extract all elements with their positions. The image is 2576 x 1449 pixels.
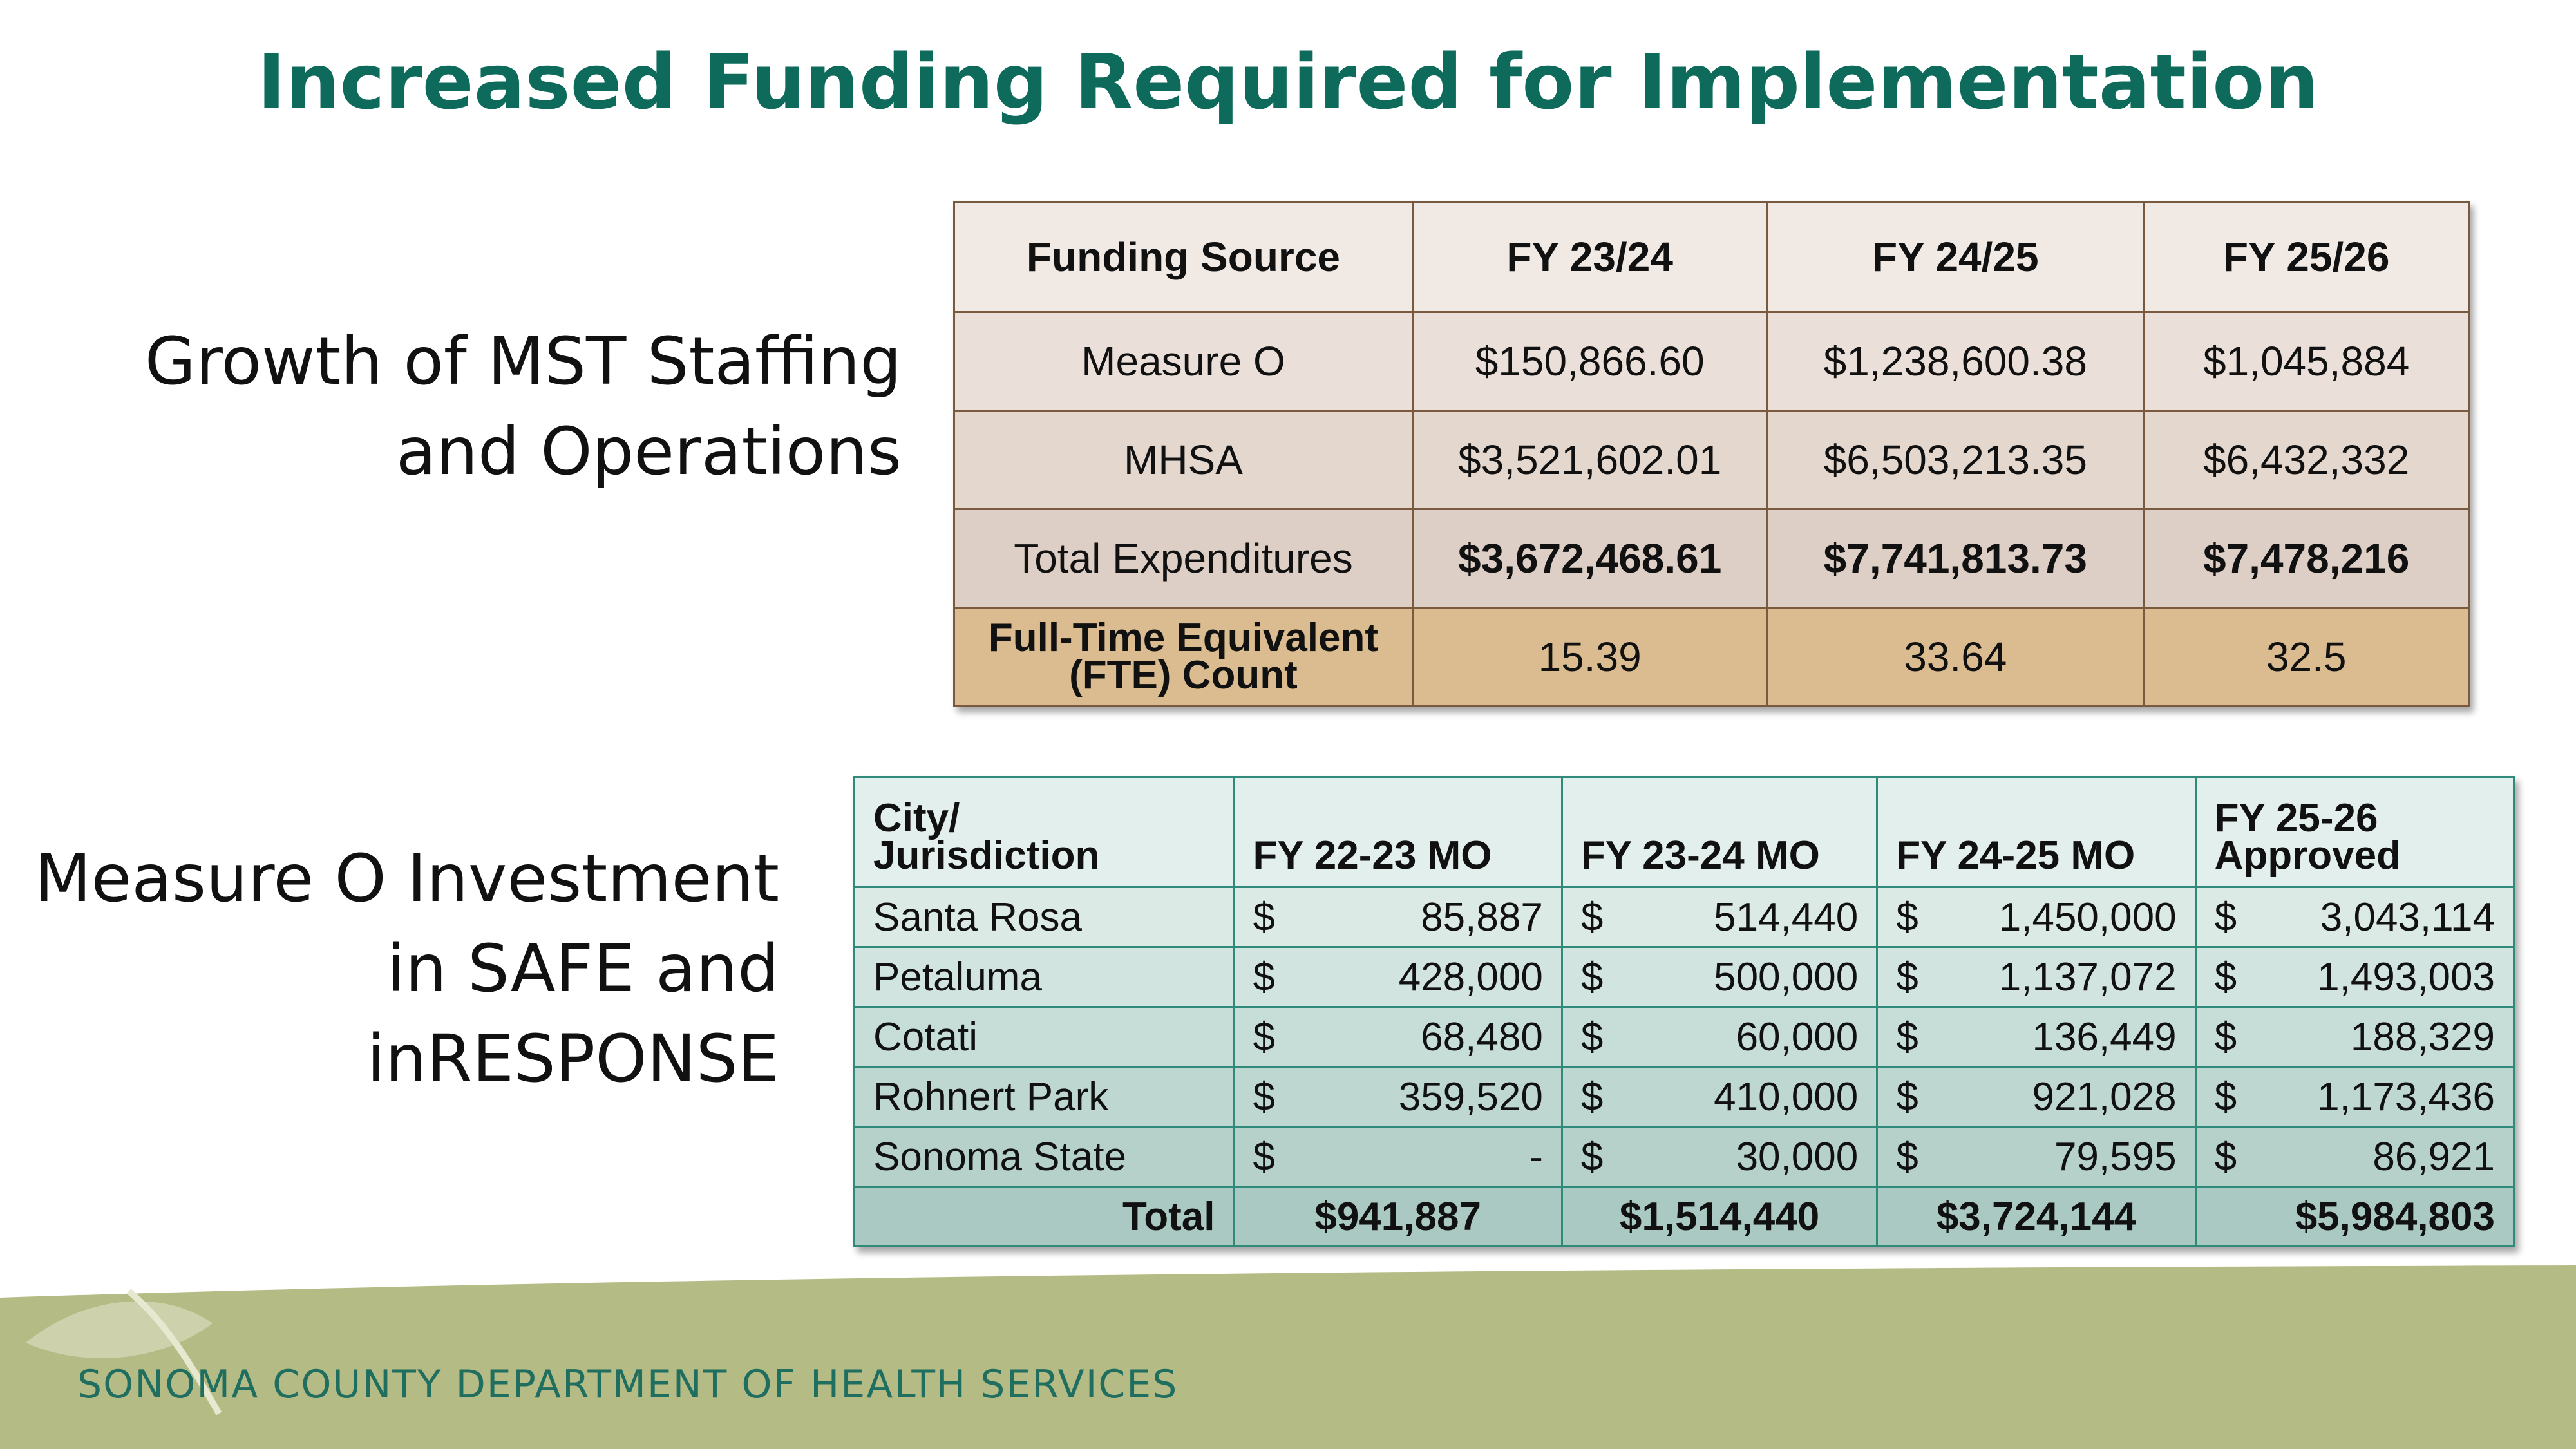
header-fy2324: FY 23/24 — [1412, 202, 1766, 312]
footer-text: SONOMA COUNTY DEPARTMENT OF HEALTH SERVICES — [77, 1362, 1179, 1407]
row-fy2526 — [2195, 1127, 2514, 1187]
row-fy2526: $1,045,884 — [2144, 312, 2469, 411]
header-fy2526: FY 25/26 — [2144, 202, 2469, 312]
row-fy2526 — [2195, 887, 2514, 947]
row-fy2324 — [1562, 1067, 1877, 1127]
footer-band — [0, 1265, 2576, 1449]
page-title: Increased Funding Required for Implementation — [257, 37, 2319, 126]
currency-symbol: $ — [2214, 1134, 2237, 1179]
row-fy2526: 32.5 — [2144, 608, 2469, 706]
currency-symbol: $ — [1580, 1134, 1604, 1179]
currency-cell — [1581, 895, 1858, 940]
currency-cell — [1896, 1074, 2176, 1120]
currency-cell — [1581, 1074, 1858, 1120]
currency-cell — [1896, 954, 2176, 1000]
table-row — [954, 411, 2469, 509]
total-fy2526: $5,984,803 — [2195, 1187, 2514, 1247]
row-fy2425 — [1877, 947, 2195, 1007]
amount: 79,595 — [2054, 1134, 2177, 1179]
table-header-row — [855, 777, 2514, 887]
header-city-line2: Jurisdiction — [873, 833, 1100, 878]
row-fy2526 — [2195, 1007, 2514, 1067]
row-fy2223 — [1234, 1067, 1562, 1127]
amount: 1,173,436 — [2317, 1074, 2495, 1119]
table-row-fte — [954, 608, 2469, 706]
row-fy2526: $7,478,216 — [2144, 509, 2469, 608]
row-fy2425: $7,741,813.73 — [1767, 509, 2144, 608]
currency-symbol: $ — [1580, 895, 1604, 940]
header-fy2526-line2: Approved — [2214, 833, 2401, 878]
currency-cell — [1253, 1134, 1542, 1180]
section2-label-line: in SAFE and — [386, 931, 779, 1007]
section2-label-line: inRESPONSE — [366, 1021, 779, 1097]
table-row-total — [954, 509, 2469, 608]
section2-label — [13, 834, 779, 1104]
currency-cell — [1581, 954, 1858, 1000]
currency-symbol: $ — [1253, 1074, 1275, 1119]
amount: 428,000 — [1398, 954, 1543, 999]
header-fy2324: FY 23-24 MO — [1562, 777, 1877, 887]
currency-cell — [1581, 1134, 1858, 1180]
row-fy2425 — [1877, 1007, 2195, 1067]
currency-symbol: $ — [1253, 1134, 1275, 1179]
table-row — [954, 312, 2469, 411]
currency-symbol: $ — [1896, 895, 1918, 940]
total-fy2324: $1,514,440 — [1562, 1187, 1877, 1247]
amount: 188,329 — [2350, 1014, 2495, 1059]
section2-label-line: Measure O Investment — [34, 840, 779, 917]
currency-cell — [1253, 895, 1542, 940]
row-source: Total Expenditures — [954, 509, 1413, 608]
amount: 86,921 — [2372, 1134, 2495, 1179]
amount: 3,043,114 — [2320, 895, 2495, 940]
row-fy2526 — [2195, 947, 2514, 1007]
currency-symbol: $ — [2214, 895, 2237, 940]
row-fy2425: $6,503,213.35 — [1767, 411, 2144, 509]
currency-symbol: $ — [1580, 1074, 1604, 1119]
currency-symbol: $ — [2214, 1014, 2237, 1059]
currency-symbol: $ — [1896, 1134, 1918, 1179]
row-fy2324: 15.39 — [1412, 608, 1766, 706]
row-city: Sonoma State — [855, 1127, 1234, 1187]
currency-cell — [2215, 895, 2495, 940]
row-city: Petaluma — [855, 947, 1234, 1007]
currency-cell — [2215, 1134, 2495, 1180]
total-label: Total — [855, 1187, 1234, 1247]
row-fy2526: $6,432,332 — [2144, 411, 2469, 509]
currency-cell — [1896, 1014, 2176, 1060]
fte-label-line2: (FTE) Count — [1069, 653, 1298, 697]
table-row — [855, 1127, 2514, 1187]
currency-cell — [1253, 1014, 1542, 1060]
amount: 68,480 — [1421, 1014, 1543, 1059]
row-fy2324 — [1562, 947, 1877, 1007]
currency-symbol: $ — [2214, 1074, 2237, 1119]
header-fy2425: FY 24/25 — [1767, 202, 2144, 312]
currency-symbol: $ — [1253, 1014, 1275, 1059]
row-fy2223 — [1234, 1007, 1562, 1067]
currency-cell — [2215, 954, 2495, 1000]
row-source: MHSA — [954, 411, 1413, 509]
amount: 1,493,003 — [2317, 954, 2495, 999]
amount: 60,000 — [1736, 1014, 1859, 1059]
currency-cell — [2215, 1074, 2495, 1120]
header-city — [855, 777, 1234, 887]
row-city: Rohnert Park — [855, 1067, 1234, 1127]
row-city: Santa Rosa — [855, 887, 1234, 947]
amount: 921,028 — [2032, 1074, 2177, 1119]
currency-symbol: $ — [1896, 1074, 1918, 1119]
amount: 1,137,072 — [1998, 954, 2177, 999]
row-source — [954, 608, 1413, 706]
currency-symbol: $ — [2214, 954, 2237, 999]
currency-cell — [2215, 1014, 2495, 1060]
row-fy2425 — [1877, 887, 2195, 947]
currency-symbol: $ — [1896, 1014, 1918, 1059]
row-fy2223 — [1234, 947, 1562, 1007]
row-fy2324: $3,521,602.01 — [1412, 411, 1766, 509]
table-row-total — [855, 1187, 2514, 1247]
table-row — [855, 1007, 2514, 1067]
amount: 410,000 — [1714, 1074, 1859, 1119]
header-fy2223: FY 22-23 MO — [1234, 777, 1562, 887]
table-header-row — [954, 202, 2469, 312]
currency-cell — [1253, 1074, 1542, 1120]
amount: 500,000 — [1714, 954, 1859, 999]
amount: 30,000 — [1736, 1134, 1859, 1179]
currency-symbol: $ — [1580, 1014, 1604, 1059]
table-row — [855, 1067, 2514, 1127]
currency-symbol: $ — [1253, 895, 1275, 940]
amount: 514,440 — [1714, 895, 1859, 940]
row-fy2425 — [1877, 1127, 2195, 1187]
row-fy2425 — [1877, 1067, 2195, 1127]
row-fy2324 — [1562, 1127, 1877, 1187]
header-fy2425: FY 24-25 MO — [1877, 777, 2195, 887]
row-fy2223 — [1234, 887, 1562, 947]
amount: 359,520 — [1398, 1074, 1543, 1119]
header-city-line1: City/ — [873, 796, 960, 840]
footer-band-shape — [0, 1265, 2576, 1449]
fte-label-line1: Full-Time Equivalent — [988, 616, 1379, 660]
total-fy2223: $941,887 — [1234, 1187, 1562, 1247]
amount: 85,887 — [1421, 895, 1543, 940]
currency-cell — [1896, 895, 2176, 940]
currency-symbol: $ — [1896, 954, 1918, 999]
row-fy2324 — [1562, 887, 1877, 947]
total-fy2425: $3,724,144 — [1877, 1187, 2195, 1247]
funding-table — [953, 201, 2470, 707]
measure-o-table — [853, 776, 2515, 1247]
section1-label: Growth of MST Staffing and Operations — [144, 323, 902, 490]
currency-cell — [1253, 954, 1542, 1000]
row-city: Cotati — [855, 1007, 1234, 1067]
currency-symbol: $ — [1580, 954, 1604, 999]
header-fy2526 — [2195, 777, 2514, 887]
amount: 136,449 — [2032, 1014, 2177, 1059]
row-fy2324 — [1562, 1007, 1877, 1067]
row-source: Measure O — [954, 312, 1413, 411]
row-fy2526 — [2195, 1067, 2514, 1127]
currency-cell — [1896, 1134, 2176, 1180]
row-fy2223 — [1234, 1127, 1562, 1187]
amount: - — [1530, 1134, 1543, 1179]
row-fy2425: 33.64 — [1767, 608, 2144, 706]
table-row — [855, 887, 2514, 947]
currency-symbol: $ — [1253, 954, 1275, 999]
row-fy2324: $150,866.60 — [1412, 312, 1766, 411]
header-funding-source: Funding Source — [954, 202, 1413, 312]
amount: 1,450,000 — [1998, 895, 2177, 940]
row-fy2425: $1,238,600.38 — [1767, 312, 2144, 411]
header-fy2526-line1: FY 25-26 — [2214, 796, 2378, 840]
table-row — [855, 947, 2514, 1007]
row-fy2324: $3,672,468.61 — [1412, 509, 1766, 608]
currency-cell — [1581, 1014, 1858, 1060]
